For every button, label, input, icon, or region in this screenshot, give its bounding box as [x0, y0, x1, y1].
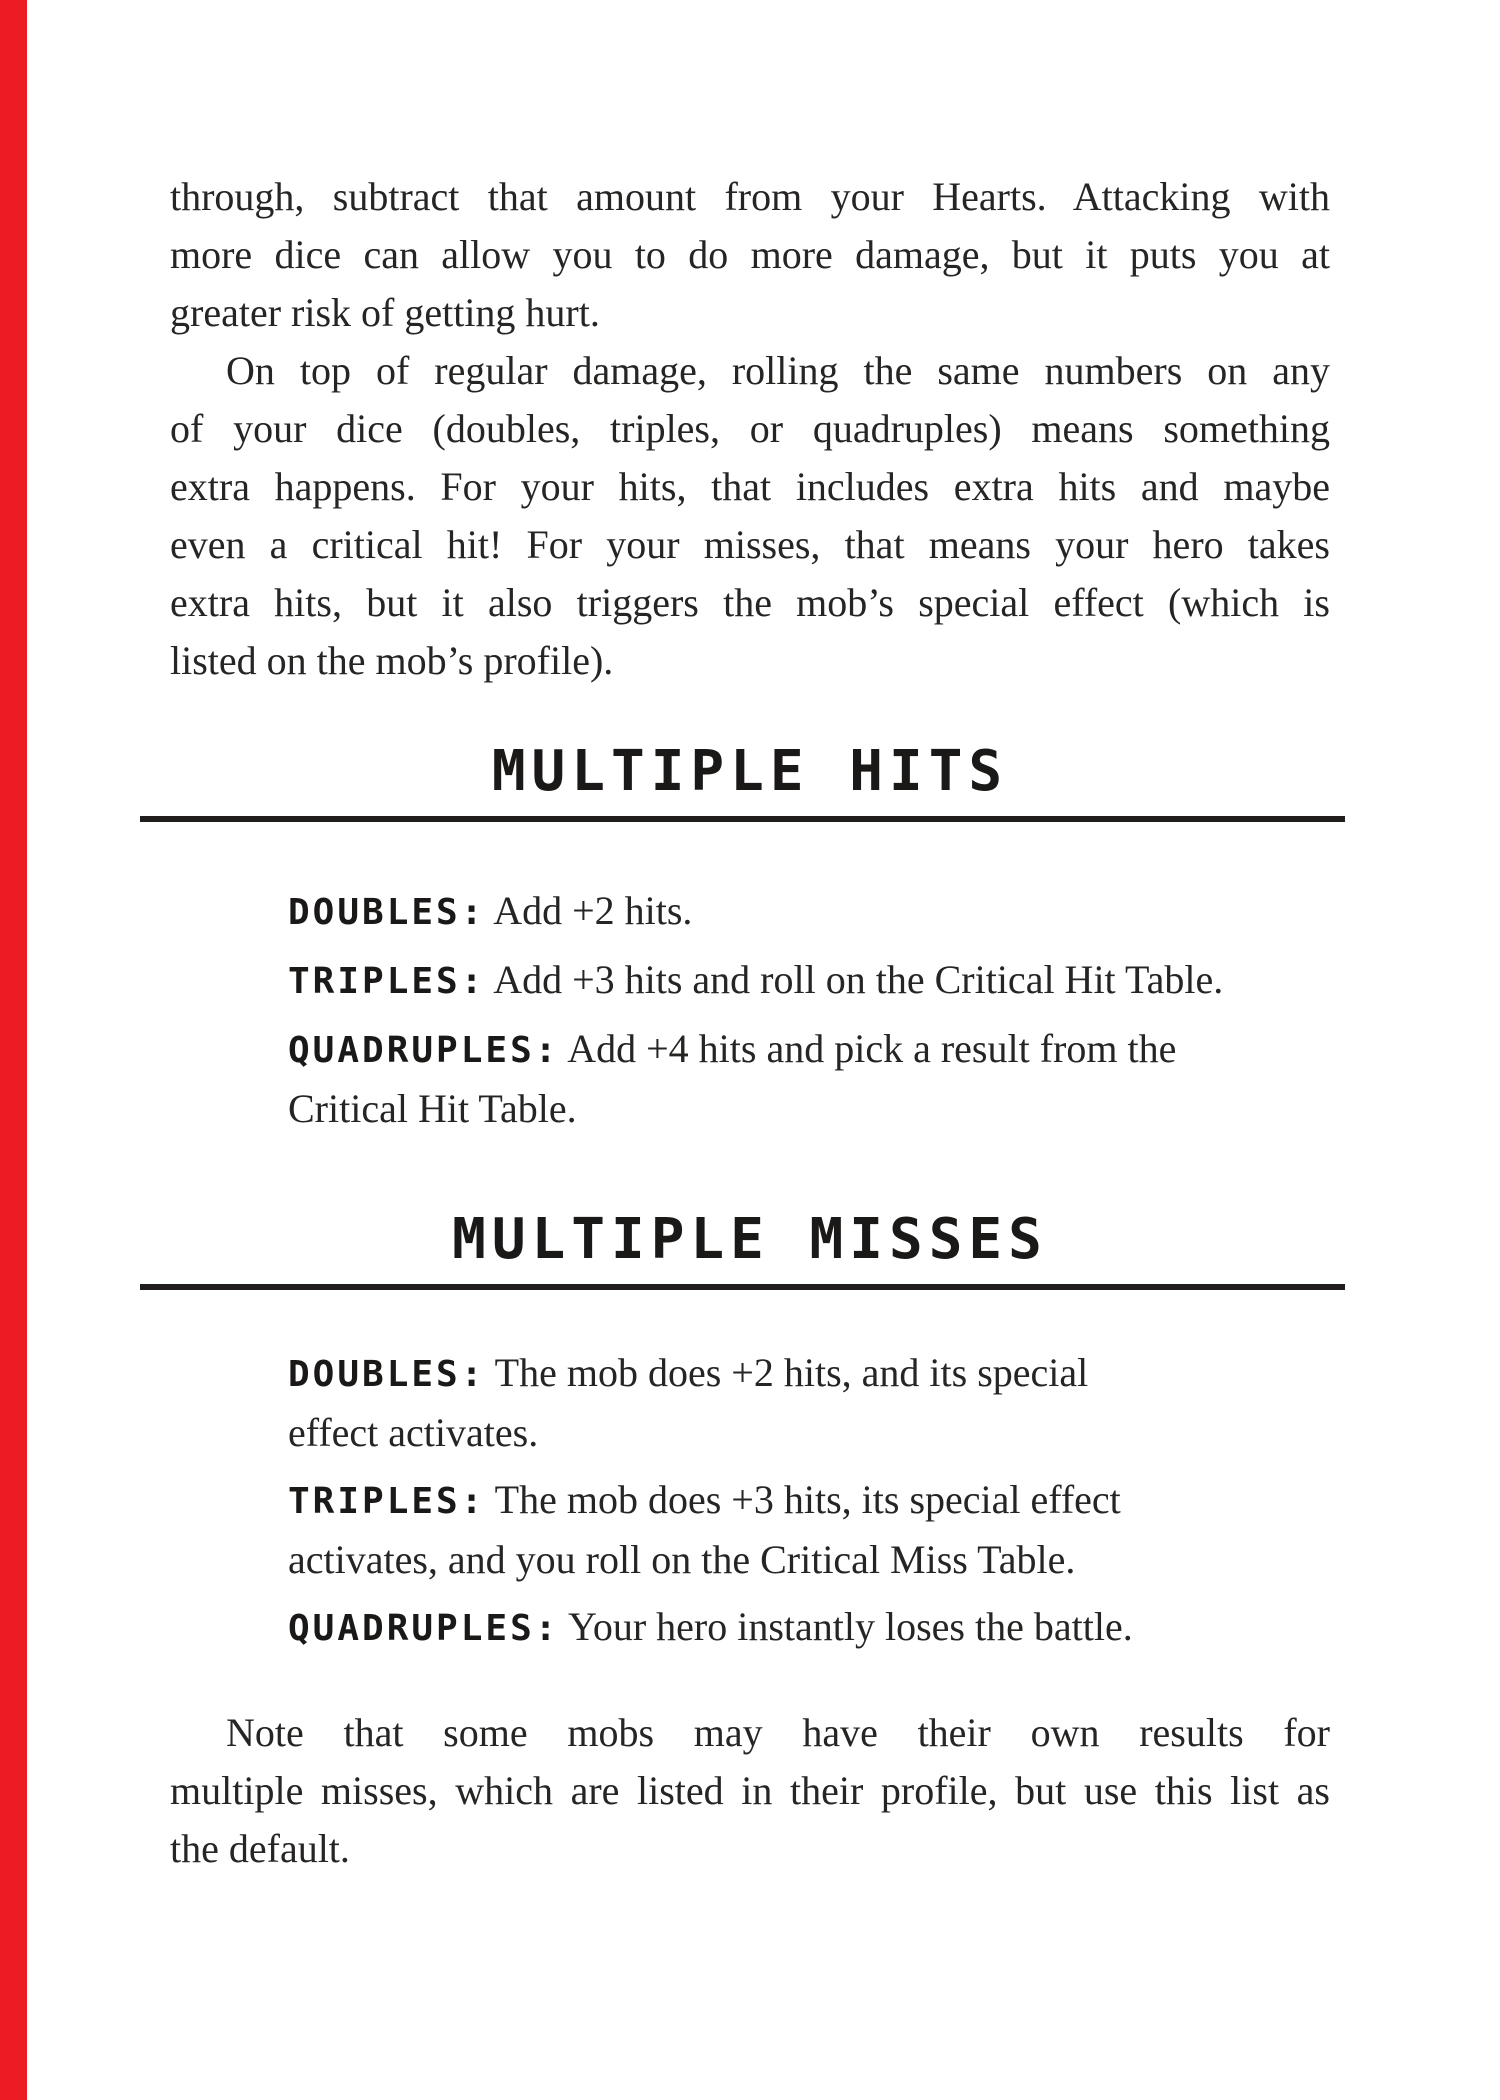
- page-edge-accent-bar: [0, 0, 27, 2100]
- item-text: Add +3 hits and roll on the Critical Hit Table.: [493, 957, 1224, 1002]
- paragraph-line: the default.: [170, 1826, 350, 1871]
- section-divider-rule: [140, 816, 1345, 822]
- paragraph-line: of your dice (doubles, triples, or quadruples) means something: [170, 406, 1330, 451]
- multiple-hits-list: [288, 882, 1330, 1138]
- section-title-multiple-misses: MULTIPLE MISSES: [452, 1207, 1048, 1272]
- list-item-line: [288, 1471, 1330, 1531]
- paragraph-note: [170, 1704, 1330, 1878]
- list-item-line: [288, 1020, 1330, 1080]
- item-label: QUADRUPLES:: [288, 1608, 560, 1649]
- paragraph-line: multiple misses, which are listed in their profile, but use this list as: [170, 1768, 1330, 1813]
- section-divider-rule: [140, 1284, 1345, 1290]
- list-item-line: [288, 1598, 1330, 1658]
- paragraph-line: even a critical hit! For your misses, that means your hero takes: [170, 522, 1330, 567]
- list-item-wrap-line: effect activates.: [288, 1410, 539, 1455]
- item-label: DOUBLES:: [288, 892, 486, 933]
- paragraph-line: greater risk of getting hurt.: [170, 290, 600, 335]
- item-label: TRIPLES:: [288, 961, 486, 1002]
- paragraph-line: listed on the mob’s profile).: [170, 638, 614, 683]
- item-text: Add +4 hits and pick a result from the: [567, 1026, 1177, 1071]
- text-column: [170, 0, 1330, 1878]
- paragraph-line: extra hits, but it also triggers the mob’s special effect (which is: [170, 580, 1330, 625]
- list-item-line: [288, 1344, 1330, 1404]
- paragraph-attack-damage: [170, 168, 1330, 342]
- item-text: Add +2 hits.: [493, 888, 693, 933]
- list-item-triples: [288, 1471, 1330, 1589]
- list-item-triples: [288, 951, 1330, 1011]
- paragraph-line: On top of regular damage, rolling the same numbers on any: [226, 348, 1330, 393]
- list-item-doubles: [288, 1344, 1330, 1462]
- item-label: TRIPLES:: [288, 1481, 486, 1522]
- section-title-multiple-hits: MULTIPLE HITS: [491, 739, 1009, 804]
- paragraph-line: extra happens. For your hits, that includes extra hits and maybe: [170, 464, 1330, 509]
- item-label: DOUBLES:: [288, 1354, 486, 1395]
- paragraph-line: more dice can allow you to do more damage, but it puts you at: [170, 232, 1330, 277]
- multiple-misses-list: [288, 1344, 1330, 1658]
- item-text: The mob does +2 hits, and its special: [494, 1350, 1089, 1395]
- item-text: The mob does +3 hits, its special effect: [494, 1477, 1121, 1522]
- item-label: QUADRUPLES:: [288, 1030, 560, 1071]
- list-item-quadruples: [288, 1598, 1330, 1658]
- list-item-quadruples: [288, 1020, 1330, 1138]
- list-item-wrap-line: Critical Hit Table.: [288, 1086, 577, 1131]
- list-item-line: [288, 951, 1330, 1011]
- item-text: Your hero instantly loses the battle.: [567, 1604, 1133, 1649]
- paragraph-regular-damage: [170, 342, 1330, 690]
- paragraph-line: through, subtract that amount from your Hearts. Attacking with: [170, 174, 1330, 219]
- paragraph-line: Note that some mobs may have their own results for: [226, 1710, 1330, 1755]
- list-item-doubles: [288, 882, 1330, 942]
- list-item-wrap-line: activates, and you roll on the Critical Miss Table.: [288, 1537, 1076, 1582]
- list-item-line: [288, 882, 1330, 942]
